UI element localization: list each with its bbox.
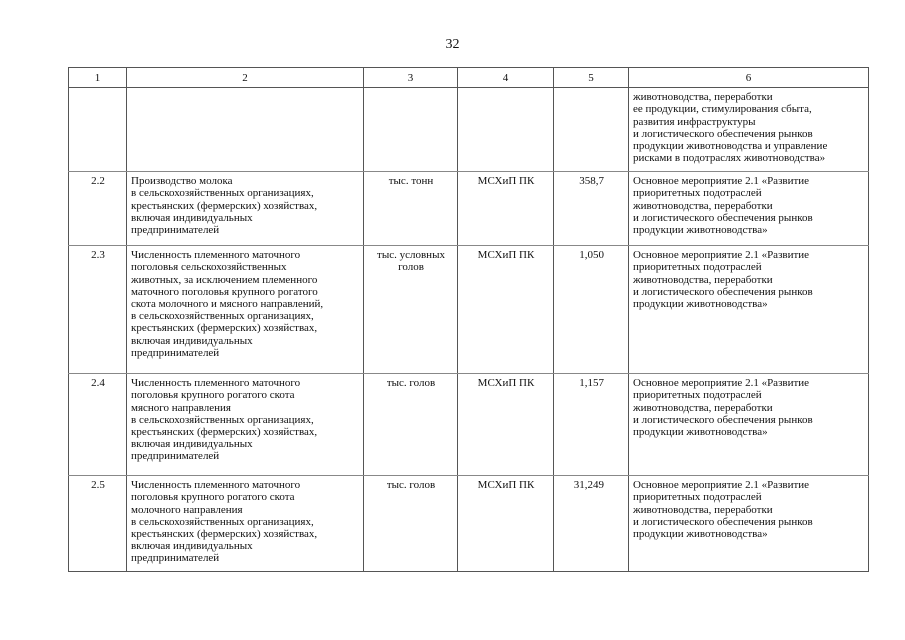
program-event-line: приоритетных подотраслей — [633, 187, 762, 200]
program-event — [629, 374, 869, 476]
column-header-4: 4 — [458, 68, 554, 88]
table-row — [69, 476, 869, 572]
unit-of-measure: тыс. голов — [364, 476, 458, 572]
indicator-name-line: предпринимателей — [131, 450, 220, 463]
program-event-line: продукции животноводства» — [633, 224, 768, 237]
program-event-line: и логистического обеспечения рынков — [633, 515, 813, 528]
indicator-name-line: крестьянских (фермерских) хозяйствах, — [131, 322, 318, 335]
indicator-name-line: в сельскохозяйственных организациях, — [131, 187, 314, 200]
indicator-name-line: включая индивидуальных — [131, 438, 253, 451]
program-event-line: продукции животноводства и управление — [633, 140, 828, 153]
indicator-name-line: крестьянских (фермерских) хозяйствах, — [131, 426, 318, 439]
unit-of-measure: тыс. тонн — [364, 172, 458, 246]
indicator-name-line: маточного поголовья крупного рогатого — [131, 285, 318, 298]
indicator-name-line: включая индивидуальных — [131, 334, 253, 347]
indicator-name-line: молочного направления — [131, 503, 243, 516]
indicator-name — [127, 246, 364, 374]
data-source: МСХиП ПК — [458, 172, 554, 246]
column-header-3: 3 — [364, 68, 458, 88]
program-event-line: животноводства, переработки — [633, 503, 773, 516]
table-row — [69, 246, 869, 374]
indicator-value: 31,249 — [554, 476, 629, 572]
indicator-name-line: поголовья крупного рогатого скота — [131, 389, 295, 402]
column-header-1: 1 — [69, 68, 127, 88]
program-event-line: Основное мероприятие 2.1 «Развитие — [633, 479, 810, 492]
indicator-value — [554, 88, 629, 172]
unit-of-measure: тыс. условных голов — [364, 246, 458, 374]
indicator-value: 1,157 — [554, 374, 629, 476]
indicator-name-line: Производство молока — [131, 175, 233, 188]
indicators-table — [68, 67, 869, 572]
indicator-name-line: поголовья сельскохозяйственных — [131, 261, 287, 274]
indicator-name-line: скота молочного и мясного направлений, — [131, 298, 324, 311]
program-event — [629, 88, 869, 172]
indicator-name-line: мясного направления — [131, 401, 231, 414]
row-number: 2.3 — [69, 246, 127, 374]
unit-of-measure: тыс. голов — [364, 374, 458, 476]
program-event-line: животноводства, переработки — [633, 273, 773, 286]
unit-of-measure — [364, 88, 458, 172]
indicator-name — [127, 476, 364, 572]
program-event-line: и логистического обеспечения рынков — [633, 211, 813, 224]
indicator-name-line: включая индивидуальных — [131, 540, 253, 553]
program-event-line: рисками в подотраслях животноводства» — [633, 152, 826, 165]
indicator-value: 358,7 — [554, 172, 629, 246]
program-event — [629, 246, 869, 374]
program-event-line: развития инфраструктуры — [633, 115, 756, 128]
data-source: МСХиП ПК — [458, 374, 554, 476]
column-header-5: 5 — [554, 68, 629, 88]
indicator-name-line: предпринимателей — [131, 346, 220, 359]
program-event-line: Основное мероприятие 2.1 «Развитие — [633, 175, 810, 188]
program-event-line: животноводства, переработки — [633, 91, 773, 104]
row-number: 2.5 — [69, 476, 127, 572]
indicator-name-line: предпринимателей — [131, 552, 220, 565]
program-event-line: приоритетных подотраслей — [633, 491, 762, 504]
row-number: 2.2 — [69, 172, 127, 246]
program-event-line: и логистического обеспечения рынков — [633, 127, 813, 140]
program-event — [629, 476, 869, 572]
program-event-line: продукции животноводства» — [633, 426, 768, 439]
data-source — [458, 88, 554, 172]
indicator-name-line: Численность племенного маточного — [131, 479, 301, 492]
page-number: 32 — [445, 37, 460, 52]
program-event-line: продукции животноводства» — [633, 298, 768, 311]
table-row — [69, 88, 869, 172]
indicator-name-line: крестьянских (фермерских) хозяйствах, — [131, 199, 318, 212]
indicator-name-line: в сельскохозяйственных организациях, — [131, 413, 314, 426]
program-event-line: животноводства, переработки — [633, 401, 773, 414]
program-event-line: Основное мероприятие 2.1 «Развитие — [633, 249, 810, 262]
indicator-name-line: Численность племенного маточного — [131, 377, 301, 390]
program-event-line: Основное мероприятие 2.1 «Развитие — [633, 377, 810, 390]
program-event — [629, 172, 869, 246]
program-event-line: животноводства, переработки — [633, 199, 773, 212]
program-event-line: продукции животноводства» — [633, 528, 768, 541]
indicator-name-line: предпринимателей — [131, 224, 220, 237]
table-row — [69, 172, 869, 246]
indicator-name-line: включая индивидуальных — [131, 211, 253, 224]
program-event-line: и логистического обеспечения рынков — [633, 285, 813, 298]
indicator-name — [127, 88, 364, 172]
program-event-line: ее продукции, стимулирования сбыта, — [633, 103, 812, 116]
indicator-name-line: поголовья крупного рогатого скота — [131, 491, 295, 504]
table-header-row — [69, 68, 869, 88]
indicator-name-line: животных, за исключением племенного — [131, 273, 318, 286]
program-event-line: приоритетных подотраслей — [633, 261, 762, 274]
data-source: МСХиП ПК — [458, 246, 554, 374]
table-row — [69, 374, 869, 476]
table-body — [69, 88, 869, 572]
indicator-name-line: крестьянских (фермерских) хозяйствах, — [131, 528, 318, 541]
indicator-name — [127, 172, 364, 246]
program-event-line: приоритетных подотраслей — [633, 389, 762, 402]
program-event-line: и логистического обеспечения рынков — [633, 413, 813, 426]
row-number — [69, 88, 127, 172]
indicator-name — [127, 374, 364, 476]
column-header-2: 2 — [127, 68, 364, 88]
column-header-6: 6 — [629, 68, 869, 88]
indicator-value: 1,050 — [554, 246, 629, 374]
indicator-name-line: Численность племенного маточного — [131, 249, 301, 262]
data-source: МСХиП ПК — [458, 476, 554, 572]
row-number: 2.4 — [69, 374, 127, 476]
indicator-name-line: в сельскохозяйственных организациях, — [131, 515, 314, 528]
indicator-name-line: в сельскохозяйственных организациях, — [131, 310, 314, 323]
